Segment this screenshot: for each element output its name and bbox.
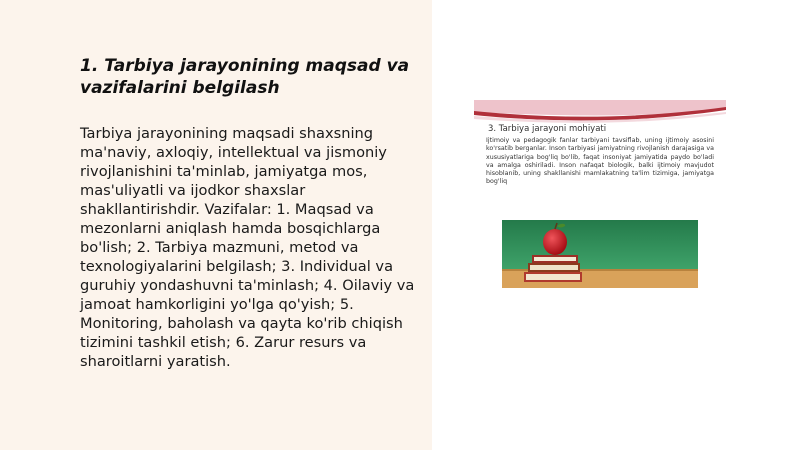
decorative-banner (474, 98, 726, 126)
apple-on-books-icon (502, 220, 698, 288)
slide-title: 1. Tarbiya jarayonining maqsad va vazifalarini belgilash (80, 56, 410, 98)
figure-heading: 3. Tarbiya jarayoni mohiyati (488, 124, 607, 134)
slide-body-text: Tarbiya jarayonining maqsadi shaxsning ma'naviy, axloqiy, intellektual va jismoniy rivojlanishini ta'minlab, jamiyatga mos, mas'uliyatli va ijodkor shaxslar shakllantirishdir. Vazifalar: 1. Maqsad va mezonlarni aniqlash hamda bosqichlarga bo'lish; 2. Tarbiya mazmuni, metod va texnologiyalarini belgilash; 3. Individual va guruhiy yondashuvni ta'minlash; 4. Oilaviy va jamoat hamkorligini yo'lga qo'yish; 5. Monitoring, baholash va qayta ko'rib chiqish tizimini tashkil etish; 6. Zarur resurs va sharoitlarni yaratish. (80, 125, 415, 370)
figure-image (474, 98, 726, 294)
figure-paragraph: Ijtimoiy va pedagogik fanlar tarbiyani tavsiflab, uning ijtimoiy asosini ko'rsatib berganlar. Inson tarbiyasi jamiyatning rivojlanish darajasiga va xususiyatlariga bog'liq bo'lib, faqat insoniyat jamiyatida paydo bo'ladi va amalga oshiriladi. Inson nafaqat biologik, balki ijtimoiy mavjudot hisoblanib, uning shakllanishi mamlakatning ta'lim tizimiga, jamiyatga bog'liq (486, 137, 714, 186)
